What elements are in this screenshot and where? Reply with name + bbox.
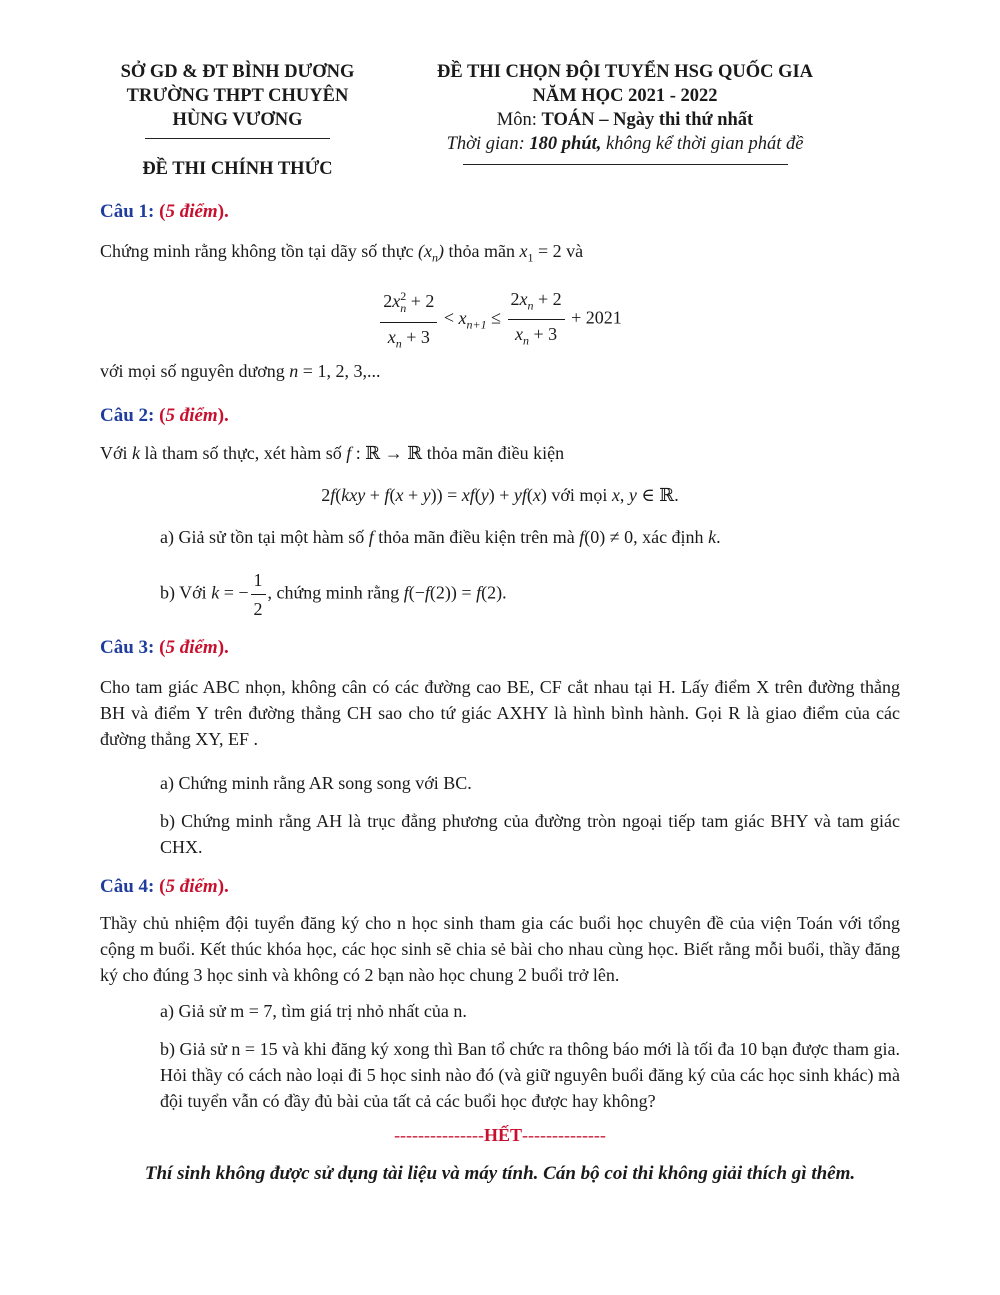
subject-line — [410, 108, 840, 132]
question-2-intro-text-c: thỏa mãn điều kiện — [422, 443, 565, 463]
question-4-part-a: a) Giả sử m = 7, tìm giá trị nhỏ nhất của n. — [160, 1001, 467, 1021]
question-1-title: Câu 1: (5 điểm). — [100, 201, 229, 222]
school-name-line1: TRƯỜNG THPT CHUYÊN — [126, 86, 349, 106]
question-4-points: 5 điểm — [165, 876, 218, 897]
school-year: NĂM HỌC 2021 - 2022 — [532, 86, 718, 106]
question-1-inequality: $\frac{2x^2_n + 2}{x_n + 3}$ < $x_{n+1}$ ≤ $\frac{2x_n + 2}{x_n + 3}$ + 2021 — [0, 284, 1000, 355]
question-3-label: Câu 3: — [100, 637, 155, 658]
question-2-part-a: a) Giả sử tồn tại một hàm số f thỏa mãn điều kiện trên mà f(0) ≠ 0, xác định k. — [160, 527, 721, 547]
question-2-part-b-text-2: chứng minh rằng — [272, 582, 404, 603]
question-2-part-b-text-1: b) Với — [160, 582, 212, 603]
question-3-part-b: b) Chứng minh rằng AH là trục đẳng phương của đường tròn ngoại tiếp tam giác BHY và tam giác CHX. — [160, 811, 900, 858]
question-4-label: Câu 4: — [100, 876, 155, 897]
header-left-divider — [145, 138, 330, 139]
time-prefix: Thời gian: — [446, 134, 530, 154]
question-1-intro: Chứng minh rằng không tồn tại dãy số thực $(x_n)$ thỏa mãn $x_1 = 2$ và — [100, 241, 584, 265]
header-left — [100, 60, 375, 181]
subject-prefix: Môn: — [496, 110, 542, 130]
question-2-part-a-text-3: xác định — [637, 527, 709, 547]
question-3-title: Câu 3: (5 điểm). — [100, 637, 229, 658]
question-1-after-text: với mọi số nguyên dương — [100, 361, 290, 381]
question-2-points: 5 điểm — [165, 405, 218, 426]
question-3-statement: Cho tam giác ABC nhọn, không cân có các đường cao BE, CF cắt nhau tại H. Lấy điểm X trên đường thẳng BH và điểm Y trên đường thẳng CH sao cho tứ giác AXHY là hình bình hành. Gọi R là giao điểm của các đường thẳng XY, EF . — [100, 677, 900, 750]
footer-note: Thí sinh không được sử dụng tài liệu và máy tính. Cán bộ coi thi không giải thích gì thêm. — [144, 1163, 856, 1184]
time-duration: 180 phút, — [529, 134, 602, 154]
question-2-intro: Với k là tham số thực, xét hàm số f : ℝ → ℝ thỏa mãn điều kiện — [100, 443, 565, 463]
department-name: SỞ GD & ĐT BÌNH DƯƠNG — [120, 62, 355, 82]
exam-title: ĐỀ THI CHỌN ĐỘI TUYỂN HSG QUỐC GIA — [436, 62, 814, 82]
question-1-intro-text-b: thỏa mãn — [443, 241, 520, 261]
header-right — [410, 60, 840, 165]
question-1-intro-text-a: Chứng minh rằng không tồn tại dãy số thực — [100, 241, 418, 261]
question-4-title: Câu 4: (5 điểm). — [100, 876, 229, 897]
end-dashes-right: -------------- — [522, 1125, 606, 1145]
question-2-equation-suffix: với mọi — [546, 485, 612, 505]
time-line — [410, 132, 840, 156]
question-2-intro-text-a: Với — [100, 443, 133, 463]
time-suffix: không kể thời gian phát đề — [601, 134, 804, 154]
question-2-title: Câu 2: (5 điểm). — [100, 405, 229, 426]
question-1-label: Câu 1: — [100, 201, 155, 222]
question-4-statement: Thầy chủ nhiệm đội tuyển đăng ký cho n học sinh tham gia các buổi học chuyên đề của viện Toán với tổng cộng m buổi. Kết thúc khóa học, các học sinh sẽ chia sẻ bài cho nhau cùng học. Biết rằng mỗi buổi, thầy đăng ký cho đúng 3 học sinh và không có 2 bạn nào học chung 2 buổi trở lên. — [100, 913, 900, 986]
official-exam-label: ĐỀ THI CHÍNH THỨC — [142, 159, 333, 179]
question-2-part-a-text-2: thỏa mãn điều kiện trên mà — [373, 527, 580, 547]
question-3-points: 5 điểm — [165, 637, 218, 658]
question-4-part-b: b) Giả sử n = 15 và khi đăng ký xong thì Ban tổ chức ra thông báo mới là tối đa 10 bạn được tham gia. Hỏi thầy có cách nào loại đi 5 học sinh nào đó (và giữ nguyên buổi đăng ký của các học sinh khác) mà đội tuyển vẫn có đầy đủ bài của tất cả các buổi học được hay không? — [160, 1039, 900, 1112]
question-2-part-a-text-1: a) Giả sử tồn tại một hàm số — [160, 527, 369, 547]
question-2-equation: 2f(kxy + f(x + y)) = xf(y) + yf(x) với mọi x, y ∈ ℝ. — [321, 485, 679, 505]
school-name-line2: HÙNG VƯƠNG — [172, 110, 303, 130]
question-2-intro-text-b: là tham số thực, xét hàm số — [140, 443, 347, 463]
question-3-part-a: a) Chứng minh rằng AR song song với BC. — [160, 773, 472, 793]
end-word: HẾT — [483, 1125, 522, 1145]
question-2-part-b: b) Với k = − $\frac{1}{2}$ , chứng minh rằng f(−f(2)) = f(2). — [160, 570, 507, 619]
question-2-label: Câu 2: — [100, 405, 155, 426]
end-mark — [0, 1122, 1000, 1148]
question-1-intro-text-c: và — [561, 241, 584, 261]
subject-name: TOÁN – Ngày thi thứ nhất — [541, 110, 754, 130]
end-dashes-left: --------------- — [394, 1125, 484, 1145]
header-right-divider — [463, 164, 788, 165]
question-1-points: 5 điểm — [165, 201, 218, 222]
question-1-condition: với mọi số nguyên dương n = 1, 2, 3,... — [100, 361, 381, 381]
